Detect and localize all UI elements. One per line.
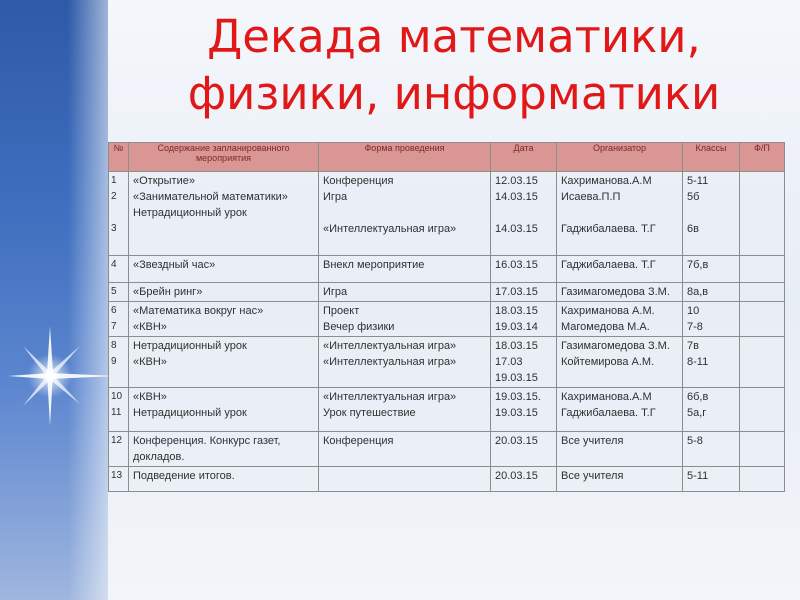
cell-fp	[740, 467, 785, 492]
header-classes: Классы	[683, 143, 740, 172]
cell-classes: 7б,в	[683, 256, 740, 283]
cell-content: Подведение итогов.	[129, 467, 319, 492]
cell-fp	[740, 256, 785, 283]
cell-content: «Математика вокруг нас» «КВН»	[129, 302, 319, 337]
cell-form: Конференция	[319, 432, 491, 467]
cell-form: Проект Вечер физики	[319, 302, 491, 337]
table-row	[109, 467, 785, 492]
cell-classes: 6б,в 5а,г	[683, 388, 740, 432]
cell-form: Внекл мероприятие	[319, 256, 491, 283]
cell-num: 6 7	[109, 302, 129, 337]
cell-date: 20.03.15	[491, 432, 557, 467]
table-row	[109, 432, 785, 467]
cell-fp	[740, 283, 785, 302]
cell-content: «Брейн ринг»	[129, 283, 319, 302]
cell-date: 12.03.15 14.03.15 14.03.15	[491, 172, 557, 256]
cell-form: Конференция Игра «Интеллектуальная игра»	[319, 172, 491, 256]
cell-content: Нетрадиционный урок «КВН»	[129, 337, 319, 388]
cell-organizer: Кахриманова.А.М Исаева.П.П Гаджибалаева. Т.Г	[557, 172, 683, 256]
cell-organizer: Кахриманова А.М. Магомедова М.А.	[557, 302, 683, 337]
cell-num: 12	[109, 432, 129, 467]
sparkle-star-icon	[8, 318, 118, 428]
cell-classes: 5-8	[683, 432, 740, 467]
cell-content: «Звездный час»	[129, 256, 319, 283]
table-row	[109, 337, 785, 388]
cell-organizer: Газимагомедова З.М.	[557, 283, 683, 302]
cell-fp	[740, 388, 785, 432]
cell-content: «Открытие» «Занимательной математики» Нетрадиционный урок	[129, 172, 319, 256]
cell-date: 18.03.15 17.03 19.03.15	[491, 337, 557, 388]
header-form: Форма проведения	[319, 143, 491, 172]
cell-fp	[740, 337, 785, 388]
cell-form: Игра	[319, 283, 491, 302]
cell-num: 10 11	[109, 388, 129, 432]
cell-fp	[740, 432, 785, 467]
table-row	[109, 302, 785, 337]
cell-classes: 8а,в	[683, 283, 740, 302]
table-row	[109, 283, 785, 302]
cell-organizer: Все учителя	[557, 467, 683, 492]
cell-num: 4	[109, 256, 129, 283]
cell-organizer: Все учителя	[557, 432, 683, 467]
cell-num: 8 9	[109, 337, 129, 388]
header-fp: Ф/П	[740, 143, 785, 172]
cell-form: «Интеллектуальная игра» Урок путешествие	[319, 388, 491, 432]
cell-content: Конференция. Конкурс газет, докладов.	[129, 432, 319, 467]
cell-date: 17.03.15	[491, 283, 557, 302]
table-row	[109, 388, 785, 432]
events-table	[108, 142, 785, 492]
cell-form: «Интеллектуальная игра» «Интеллектуальная игра»	[319, 337, 491, 388]
cell-date: 18.03.15 19.03.14	[491, 302, 557, 337]
cell-num: 1 2 3	[109, 172, 129, 256]
cell-fp	[740, 172, 785, 256]
cell-classes: 7в 8-11	[683, 337, 740, 388]
table-row	[109, 256, 785, 283]
events-table-container	[108, 142, 784, 492]
table-row	[109, 172, 785, 256]
cell-date: 20.03.15	[491, 467, 557, 492]
header-num: №	[109, 143, 129, 172]
table-header-row	[109, 143, 785, 172]
cell-classes: 10 7-8	[683, 302, 740, 337]
header-content: Содержание запланированного мероприятия	[129, 143, 319, 172]
left-decorative-band	[0, 0, 108, 600]
cell-date: 19.03.15. 19.03.15	[491, 388, 557, 432]
cell-date: 16.03.15	[491, 256, 557, 283]
cell-classes: 5-11 5б 6в	[683, 172, 740, 256]
header-date: Дата	[491, 143, 557, 172]
cell-fp	[740, 302, 785, 337]
cell-classes: 5-11	[683, 467, 740, 492]
cell-num: 5	[109, 283, 129, 302]
cell-organizer: Газимагомедова З.М. Койтемирова А.М.	[557, 337, 683, 388]
slide-title: Декада математики, физики, информатики	[187, 10, 721, 120]
cell-num: 13	[109, 467, 129, 492]
cell-form	[319, 467, 491, 492]
cell-organizer: Гаджибалаева. Т.Г	[557, 256, 683, 283]
cell-content: «КВН» Нетрадиционный урок	[129, 388, 319, 432]
cell-organizer: Кахриманова.А.М Гаджибалаева. Т.Г	[557, 388, 683, 432]
header-organizer: Организатор	[557, 143, 683, 172]
